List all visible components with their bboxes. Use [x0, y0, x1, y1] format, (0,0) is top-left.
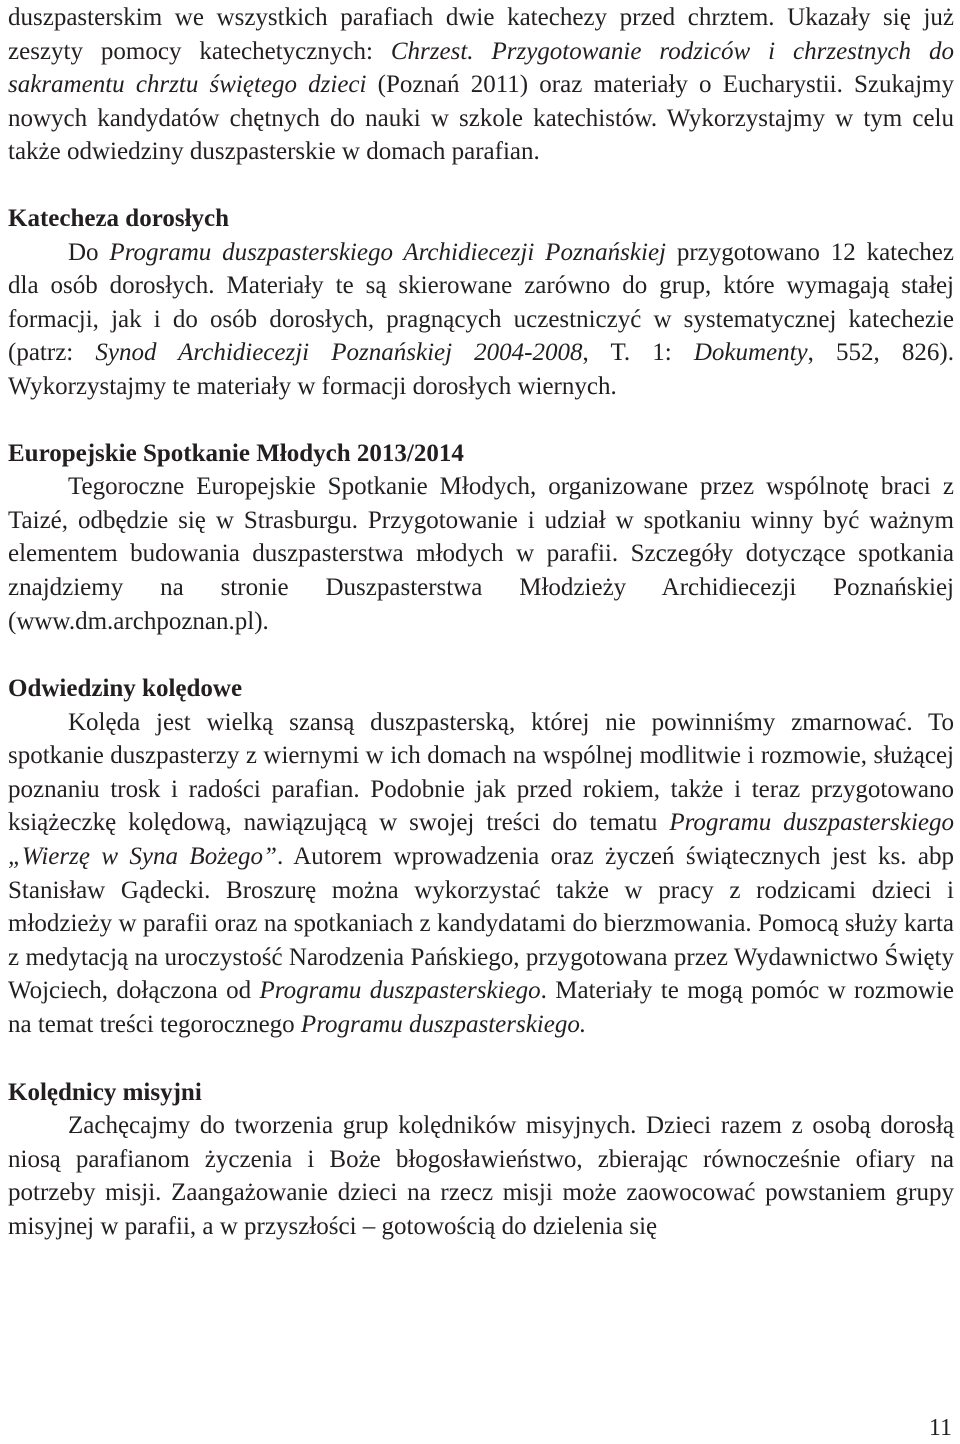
section-paragraph-katecheza — [8, 236, 954, 404]
koleda-text-2: . Autorem wprowadzenia oraz życzeń świątecznych jest ks. abp Stanisław Gądecki. Broszurę można wykorzystać także w pracy z rodzicami dzieci i młodzieży w parafii oraz na spotkaniach z kandydatami do bierzmowania. Pomocą służy karta z medytacją na uroczystość Narodzenia Pańskiego, przygotowana przez Wydawnictwo Święty Wojciech, dołączona od — [8, 843, 955, 1005]
intro-text-2: (Poznań 2011) oraz materiały o Eucharystii. Szukajmy nowych kandydatów chętnych do nauki w szkole katechistów. Wykorzystajmy w tym celu także odwiedziny duszpasterskie w domach parafian. — [8, 71, 954, 166]
page-number: 11 — [928, 1415, 952, 1441]
katecheza-text-1: Do — [68, 238, 110, 266]
katecheza-text-4: , 552, 826). Wykorzystajmy te materiały w formacji dorosłych wiernych. — [8, 339, 954, 400]
section-paragraph-spotkanie: Tegoroczne Europejskie Spotkanie Młodych, organizowane przez wspólnotę braci z Taizé, odbędzie się w Strasburgu. Przygotowanie i udział w spotkaniu winny być ważnym elementem budowania duszpasterstwa młodych w parafii. Szczegóły dotyczące spotkania znajdziemy na stronie Duszpasterstwa Młodzieży Archidiecezji Poznańskiej (www.dm.archpoznan.pl). — [8, 473, 954, 635]
intro-book-title: Chrzest. Przygotowanie rodziców i chrzestnych do sakramentu chrztu świętego dzieci — [8, 37, 954, 99]
katecheza-program-title: Programu duszpasterskiego Archidiecezji Poznańskiej — [109, 238, 666, 266]
section-heading-koleda: Odwiedziny kolędowe — [8, 675, 243, 703]
koleda-program-title-1: Programu duszpasterskiego „Wierzę w Syna Bożego” — [8, 809, 954, 871]
koleda-program-title-2: Programu duszpasterskiego — [259, 977, 541, 1005]
section-paragraph-kolednicy: Zachęcajmy do tworzenia grup kolędników misyjnych. Dzieci razem z osobą dorosłą niosą parafianom życzenia i Boże błogosławieństwo, zbierając równocześnie ofiary na potrzeby misji. Zaangażowanie dzieci na rzecz misji może zaowocować powstaniem grupy misyjnej w parafii, a w przyszłości – gotowością do dzielenia się — [8, 1112, 954, 1240]
section-paragraph-koleda — [8, 706, 954, 1042]
katecheza-text-3: , T. 1: — [582, 339, 694, 367]
intro-paragraph — [8, 1, 954, 169]
intro-text-1: duszpasterskim we wszystkich parafiach dwie katechezy przed chrztem. Ukazały się już zeszyty pomocy katechetycznych: — [8, 4, 954, 65]
document-page — [8, 0, 954, 1244]
section-heading-katecheza: Katecheza dorosłych — [8, 204, 230, 232]
section-heading-kolednicy: Kolędnicy misyjni — [8, 1078, 202, 1106]
section-heading-spotkanie: Europejskie Spotkanie Młodych 2013/2014 — [8, 439, 464, 467]
katecheza-text-2: przygotowano 12 katechez dla osób dorosłych. Materiały te są skierowane zarówno do grup, które wymagają stałej formacji, jak i do osób dorosłych, pragnących uczestniczyć w systematycznej katechezie (patrz: — [8, 238, 955, 367]
katecheza-synod-title: Synod Archidiecezji Poznańskiej 2004-2008 — [95, 339, 583, 367]
koleda-program-title-3: Programu duszpasterskiego. — [300, 1011, 587, 1039]
katecheza-dokumenty-title: Dokumenty — [693, 339, 808, 367]
koleda-text-3: . Materiały te mogą pomóc w rozmowie na temat treści tegorocznego — [8, 977, 955, 1039]
koleda-text-1: Kolęda jest wielką szansą duszpasterską, której nie powinniśmy zmarnować. To spotkanie duszpasterzy z wiernymi w ich domach na wspólnej modlitwie i rozmowie, służącej poznaniu trosk i radości parafian. Podobnie jak przed rokiem, także i teraz przygotowano książeczkę kolędową, nawiązującą w swojej treści do tematu — [8, 708, 954, 837]
